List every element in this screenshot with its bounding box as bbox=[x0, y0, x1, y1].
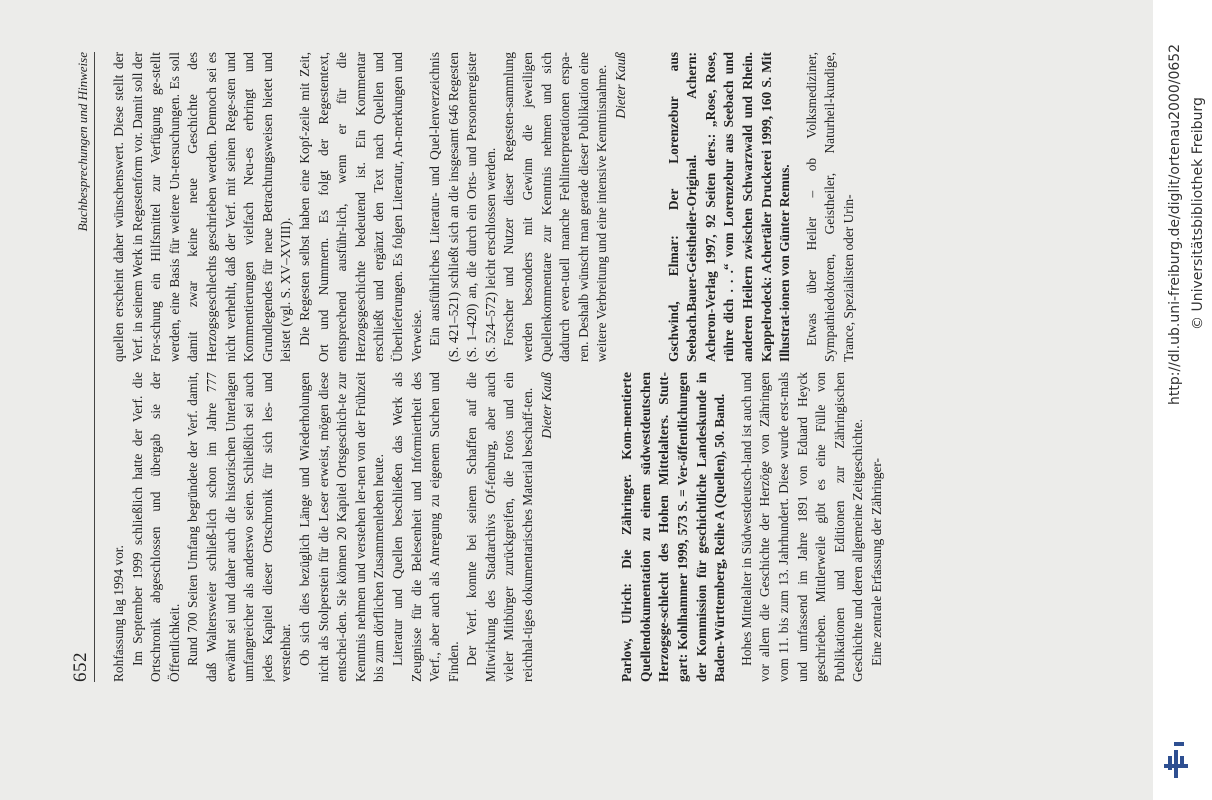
review-heading: Gschwind, Elmar: Der Lorenzebur aus Seebach.Bauer-Geistheiler-Original. Achern: Acheron-Verlag 1997, 92 Seiten ders.: „Rose, Rose, rühre dich . . .“ vom Lorenzebur aus Seebach und anderen Heilern zwischen Schwarzwald und Rhein. Kappelrodeck: Achertäler Druckerei 1999, 160 S. Mit Illustrat-ionen von Günter Remus. bbox=[665, 52, 793, 362]
copyright-notice: © Universitätsbibliothek Freiburg bbox=[1190, 97, 1206, 330]
document-url-link[interactable]: http://dl.ub.uni-freiburg.de/diglit/ortenau2000/0652 bbox=[1167, 43, 1183, 405]
paragraph: Hohes Mittelalter in Südwestdeutsch-land ist auch und vor allem die Geschichte der Herzöge von Zähringen vom 11. bis zum 13. Jahrhundert. Diese wurde erst-mals und umfassend im Jahre 1891 von Eduard Heyck geschrieben. Mittlerweile gibt es eine Fülle von Publikationen und Editionen zur Zähringischen Geschichte und deren allgemeine Zeitgeschichte. bbox=[738, 372, 866, 682]
paragraph: Der Verf. konnte bei seinem Schaffen auf die Mitwirkung des Stadtarchivs Of-fenburg, aber auch vieler Mitbürger zurückgreifen, die Fotos und ein reichhal-tiges dokumentarisches Material beschaff-ten. bbox=[464, 372, 536, 682]
paragraph: Rohfassung lag 1994 vor. bbox=[111, 545, 126, 682]
paragraph: Forscher und Nutzer dieser Regesten-sammlung werden besonders mit Gewinn die jeweiligen Quellenkommentare zur Kenntnis nehmen und sich dadurch even-tuell manche Fehlinterpretationen erspa-ren. Deshalb wünscht man gerade dieser Publikation eine weitere Verbreitung und eine intensive Kenntnisnahme. bbox=[501, 52, 610, 362]
running-title: Buchbesprechungen und Hinweise bbox=[75, 52, 90, 232]
paragraph: Etwas über Heiler – ob Volksmediziner, Sympathiedoktoren, Geistheiler, Naturheil-kundige, Trance, Spezialisten oder Urin- bbox=[803, 52, 856, 362]
paragraph: Rund 700 Seiten Umfang begründete der Verf. damit, daß Waltersweier schließ-lich schon im Jahre 777 erwähnt sei und daher auch die historischen Unterlagen umfangreicher als anderswo seien. Schließlich sei auch jedes Kapitel dieser Ortschronik für sich les- und verstehbar. bbox=[185, 372, 294, 682]
page-number: 652 bbox=[70, 652, 91, 682]
reviewer-signature: Dieter Kauß bbox=[538, 372, 554, 439]
review-heading: Parlow, Ulrich: Die Zähringer. Kom-mentierte Quellendokumentation zu einem südwestdeutschen Herzogsge-schlecht des Hohen Mittelalters. Stutt-gart: Kohlhammer 1999, 573 S. = Ver-öffentlichungen der Kommission für geschichtliche Landeskunde in Baden-Württemberg, Reihe A (Quellen), 50. Band. bbox=[619, 372, 728, 682]
reviewer-signature: Dieter Kauß bbox=[613, 52, 629, 119]
running-header bbox=[68, 52, 95, 682]
left-column bbox=[110, 372, 1015, 682]
paragraph: Literatur und Quellen beschließen das Werk als Zeugnisse für die Belesenheit und Informiertheit des Verf., aber auch als Anregung zu eigenem Suchen und Finden. bbox=[389, 372, 461, 682]
paragraph: quellen erscheint daher wünschenswert. Diese stellt der Verf. in seinem Werk in Regestenform vor. Damit soll der For-schung ein Hilfsmittel zur Verfügung ge-stellt werden, eine Basis für weitere Un-tersuchungen. Es soll damit zwar keine neue Geschichte des Herzogsgeschlechts geschrieben werden. Dennoch sei es nicht verhehlt, daß der Verf. mit seinen Rege-sten und Kommentierungen vielfach Neu-es erbringt und Grundlegendes für neue Betrachtungsweisen bietet und leistet (vgl. S. XV–XVIII). bbox=[111, 52, 294, 362]
paragraph: Im September 1999 schließlich hatte der Verf. die Ortschronik abgeschlossen und übergab sie der Öffentlichkeit. bbox=[129, 372, 182, 682]
paragraph: Ein ausführliches Literatur- und Quel-lenverzeichnis (S. 421–521) schließt sich an die insgesamt 646 Regesten (S. 1–420) an, die durch ein Orts- und Personenregister (S. 524–572) leicht erschlossen werden. bbox=[427, 52, 498, 362]
library-logo-icon bbox=[1162, 742, 1190, 778]
right-column bbox=[110, 52, 1015, 362]
paragraph: Die Regesten selbst haben eine Kopf-zeile mit Zeit, Ort und Nummern. Es folgt der Regestentext, entsprechend ausführ-lich, wenn er für die Herzogsgeschichte bedeutend ist. Ein Kommentar erschließt und ergänzt den Text nach Quellen und Überlieferungen. Es folgen Literatur, An-merkungen und Verweise. bbox=[296, 52, 424, 362]
paragraph: Ob sich dies bezüglich Länge und Wiederholungen nicht als Stolperstein für die Leser erweist, mögen diese entschei-den. Sie können 20 Kapitel Ortsgeschich-te zur Kenntnis nehmen und verstehen ler-nen von der Frühzeit bis zum dörflichen Zusammenleben heute. bbox=[296, 372, 387, 682]
paragraph: Eine zentrale Erfassung der Zähringer- bbox=[868, 457, 884, 666]
